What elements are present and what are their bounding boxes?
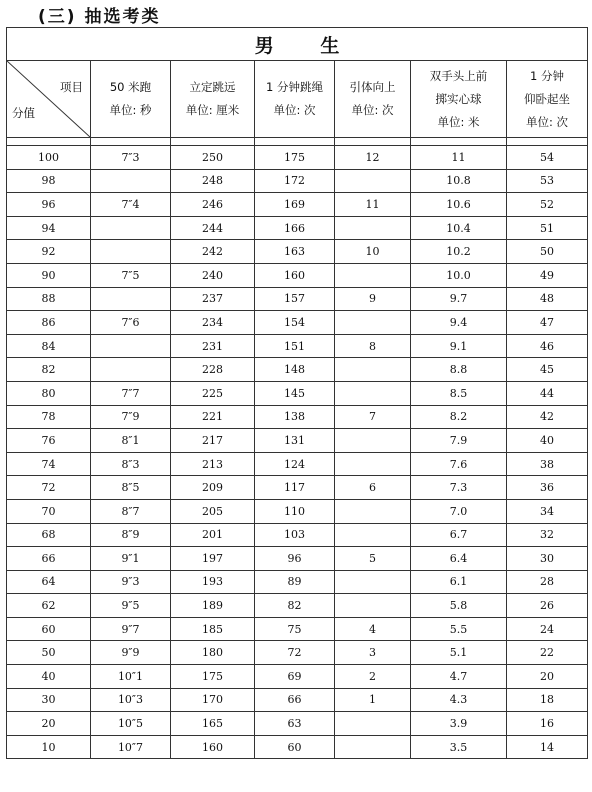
cell-ball-throw: 6.1 [411, 570, 507, 594]
cell-score: 100 [7, 146, 91, 170]
cell-sit-ups: 45 [507, 358, 588, 382]
table-row [7, 499, 588, 523]
cell-sit-ups: 50 [507, 240, 588, 264]
cell-score: 98 [7, 169, 91, 193]
cell-pull-ups [335, 499, 411, 523]
cell-score: 72 [7, 476, 91, 500]
cell-score: 50 [7, 641, 91, 665]
cell-score: 86 [7, 311, 91, 335]
header-line: 立定跳远 [189, 80, 236, 94]
cell-rope-skip: 110 [255, 499, 335, 523]
cell-score: 70 [7, 499, 91, 523]
header-line: 单位: 次 [273, 103, 316, 117]
cell-run-50m: 8″7 [91, 499, 171, 523]
cell-rope-skip: 166 [255, 216, 335, 240]
cell-score: 74 [7, 452, 91, 476]
cell-pull-ups [335, 381, 411, 405]
cell-rope-skip: 103 [255, 523, 335, 547]
cell-ball-throw: 8.5 [411, 381, 507, 405]
cell-run-50m: 7″6 [91, 311, 171, 335]
cell-ball-throw: 9.7 [411, 287, 507, 311]
cell-score: 82 [7, 358, 91, 382]
cell-sit-ups: 52 [507, 193, 588, 217]
cell-ball-throw: 8.2 [411, 405, 507, 429]
cell-run-50m: 10″5 [91, 712, 171, 736]
cell-score: 20 [7, 712, 91, 736]
cell-long-jump: 240 [171, 263, 255, 287]
header-line: 单位: 米 [437, 114, 480, 129]
cell-sit-ups: 22 [507, 641, 588, 665]
table-row [7, 476, 588, 500]
cell-ball-throw: 10.6 [411, 193, 507, 217]
cell-pull-ups [335, 216, 411, 240]
cell-ball-throw: 10.2 [411, 240, 507, 264]
cell-long-jump: 221 [171, 405, 255, 429]
table-row [7, 169, 588, 193]
cell-rope-skip: 157 [255, 287, 335, 311]
cell-pull-ups [335, 263, 411, 287]
header-line: 50 米跑 [109, 80, 152, 94]
cell-rope-skip: 60 [255, 735, 335, 759]
cell-pull-ups: 11 [335, 193, 411, 217]
cell-long-jump: 217 [171, 429, 255, 453]
cell-ball-throw: 3.9 [411, 712, 507, 736]
cell-score: 78 [7, 405, 91, 429]
header-line: 仰卧起坐 [524, 91, 571, 106]
cell-rope-skip: 63 [255, 712, 335, 736]
header-line: 掷实心球 [435, 91, 482, 106]
cell-ball-throw: 7.6 [411, 452, 507, 476]
cell-run-50m [91, 287, 171, 311]
cell-score: 88 [7, 287, 91, 311]
cell-rope-skip: 72 [255, 641, 335, 665]
cell-rope-skip: 148 [255, 358, 335, 382]
table-row [7, 523, 588, 547]
cell-rope-skip: 117 [255, 476, 335, 500]
cell-sit-ups: 48 [507, 287, 588, 311]
group-title-row [7, 28, 588, 61]
cell-rope-skip: 124 [255, 452, 335, 476]
cell-ball-throw: 9.4 [411, 311, 507, 335]
cell-score: 64 [7, 570, 91, 594]
cell-pull-ups: 7 [335, 405, 411, 429]
cell-sit-ups: 54 [507, 146, 588, 170]
corner-project-label: 项目 [60, 80, 83, 94]
cell-sit-ups: 28 [507, 570, 588, 594]
section-title: (三) 抽选考类 [38, 7, 161, 27]
cell-sit-ups: 40 [507, 429, 588, 453]
cell-run-50m: 7″3 [91, 146, 171, 170]
table-body [7, 146, 588, 759]
cell-run-50m: 10″7 [91, 735, 171, 759]
diagonal-line [7, 61, 90, 137]
cell-ball-throw: 7.3 [411, 476, 507, 500]
cell-score: 96 [7, 193, 91, 217]
cell-long-jump: 250 [171, 146, 255, 170]
cell-sit-ups: 32 [507, 523, 588, 547]
cell-ball-throw: 7.0 [411, 499, 507, 523]
table-row [7, 688, 588, 712]
cell-sit-ups: 14 [507, 735, 588, 759]
cell-long-jump: 225 [171, 381, 255, 405]
header-line: 单位: 次 [526, 114, 569, 129]
cell-sit-ups: 30 [507, 547, 588, 571]
table-row [7, 358, 588, 382]
cell-pull-ups: 4 [335, 617, 411, 641]
cell-sit-ups: 53 [507, 169, 588, 193]
cell-rope-skip: 154 [255, 311, 335, 335]
cell-rope-skip: 175 [255, 146, 335, 170]
header-line: 引体向上 [349, 80, 396, 94]
cell-pull-ups [335, 735, 411, 759]
cell-ball-throw: 4.7 [411, 665, 507, 689]
cell-score: 76 [7, 429, 91, 453]
cell-sit-ups: 26 [507, 594, 588, 618]
col-header-sit-ups [507, 61, 588, 138]
cell-ball-throw: 8.8 [411, 358, 507, 382]
cell-long-jump: 197 [171, 547, 255, 571]
cell-ball-throw: 11 [411, 146, 507, 170]
cell-rope-skip: 75 [255, 617, 335, 641]
cell-long-jump: 170 [171, 688, 255, 712]
table-row [7, 381, 588, 405]
cell-score: 40 [7, 665, 91, 689]
cell-run-50m: 8″5 [91, 476, 171, 500]
table-row [7, 641, 588, 665]
cell-rope-skip: 138 [255, 405, 335, 429]
cell-score: 66 [7, 547, 91, 571]
cell-pull-ups [335, 594, 411, 618]
cell-run-50m: 7″4 [91, 193, 171, 217]
cell-ball-throw: 9.1 [411, 334, 507, 358]
cell-long-jump: 244 [171, 216, 255, 240]
cell-long-jump: 237 [171, 287, 255, 311]
cell-rope-skip: 172 [255, 169, 335, 193]
cell-long-jump: 185 [171, 617, 255, 641]
col-header-standing-long-jump [171, 61, 255, 138]
table-row [7, 240, 588, 264]
table-row [7, 429, 588, 453]
cell-run-50m: 9″5 [91, 594, 171, 618]
col-header-50m-run [91, 61, 171, 138]
cell-run-50m: 8″9 [91, 523, 171, 547]
cell-long-jump: 165 [171, 712, 255, 736]
cell-pull-ups [335, 358, 411, 382]
cell-sit-ups: 20 [507, 665, 588, 689]
cell-long-jump: 193 [171, 570, 255, 594]
scoring-table [6, 27, 588, 759]
cell-pull-ups: 10 [335, 240, 411, 264]
cell-run-50m [91, 216, 171, 240]
cell-sit-ups: 16 [507, 712, 588, 736]
cell-rope-skip: 82 [255, 594, 335, 618]
cell-ball-throw: 3.5 [411, 735, 507, 759]
cell-long-jump: 228 [171, 358, 255, 382]
header-line: 单位: 次 [351, 103, 394, 117]
header-line: 1 分钟 [530, 68, 565, 83]
cell-sit-ups: 51 [507, 216, 588, 240]
cell-rope-skip: 69 [255, 665, 335, 689]
col-header-rope-skipping [255, 61, 335, 138]
cell-score: 10 [7, 735, 91, 759]
cell-run-50m [91, 240, 171, 264]
cell-rope-skip: 145 [255, 381, 335, 405]
cell-ball-throw: 10.0 [411, 263, 507, 287]
cell-score: 84 [7, 334, 91, 358]
cell-score: 30 [7, 688, 91, 712]
table-row [7, 594, 588, 618]
cell-pull-ups: 12 [335, 146, 411, 170]
cell-pull-ups: 9 [335, 287, 411, 311]
cell-sit-ups: 42 [507, 405, 588, 429]
cell-sit-ups: 18 [507, 688, 588, 712]
table-row [7, 735, 588, 759]
cell-pull-ups [335, 169, 411, 193]
cell-ball-throw: 10.8 [411, 169, 507, 193]
cell-pull-ups: 1 [335, 688, 411, 712]
cell-rope-skip: 66 [255, 688, 335, 712]
cell-sit-ups: 34 [507, 499, 588, 523]
header-line: 双手头上前 [429, 68, 488, 83]
table-row [7, 146, 588, 170]
cell-rope-skip: 169 [255, 193, 335, 217]
header-row [7, 61, 588, 138]
cell-score: 90 [7, 263, 91, 287]
cell-ball-throw: 7.9 [411, 429, 507, 453]
cell-pull-ups [335, 712, 411, 736]
cell-score: 60 [7, 617, 91, 641]
cell-run-50m: 8″3 [91, 452, 171, 476]
cell-run-50m: 7″9 [91, 405, 171, 429]
cell-long-jump: 205 [171, 499, 255, 523]
cell-long-jump: 246 [171, 193, 255, 217]
cell-pull-ups [335, 452, 411, 476]
cell-pull-ups [335, 429, 411, 453]
table-row [7, 547, 588, 571]
col-header-medicine-ball-throw [411, 61, 507, 138]
header-line: 1 分钟跳绳 [266, 80, 323, 94]
cell-long-jump: 242 [171, 240, 255, 264]
cell-rope-skip: 163 [255, 240, 335, 264]
cell-pull-ups [335, 523, 411, 547]
cell-sit-ups: 36 [507, 476, 588, 500]
table-row [7, 712, 588, 736]
col-header-pull-ups [335, 61, 411, 138]
cell-pull-ups [335, 311, 411, 335]
cell-sit-ups: 38 [507, 452, 588, 476]
cell-long-jump: 189 [171, 594, 255, 618]
cell-long-jump: 231 [171, 334, 255, 358]
table-row [7, 405, 588, 429]
cell-rope-skip: 89 [255, 570, 335, 594]
table-row [7, 216, 588, 240]
cell-pull-ups [335, 570, 411, 594]
cell-run-50m: 10″1 [91, 665, 171, 689]
cell-score: 94 [7, 216, 91, 240]
table-row [7, 665, 588, 689]
header-line: 单位: 厘米 [185, 103, 240, 117]
table-row [7, 287, 588, 311]
cell-ball-throw: 6.4 [411, 547, 507, 571]
cell-run-50m: 8″1 [91, 429, 171, 453]
cell-long-jump: 180 [171, 641, 255, 665]
cell-pull-ups: 2 [335, 665, 411, 689]
cell-score: 62 [7, 594, 91, 618]
cell-run-50m [91, 358, 171, 382]
cell-score: 68 [7, 523, 91, 547]
cell-pull-ups: 6 [335, 476, 411, 500]
cell-sit-ups: 49 [507, 263, 588, 287]
cell-run-50m: 9″3 [91, 570, 171, 594]
cell-long-jump: 209 [171, 476, 255, 500]
cell-long-jump: 175 [171, 665, 255, 689]
cell-pull-ups: 5 [335, 547, 411, 571]
table-row [7, 193, 588, 217]
header-line: 单位: 秒 [109, 103, 152, 117]
cell-run-50m: 7″7 [91, 381, 171, 405]
table-row [7, 311, 588, 335]
cell-ball-throw: 5.5 [411, 617, 507, 641]
spacer-row [7, 138, 588, 146]
cell-sit-ups: 44 [507, 381, 588, 405]
table-row [7, 617, 588, 641]
cell-rope-skip: 96 [255, 547, 335, 571]
cell-sit-ups: 46 [507, 334, 588, 358]
cell-long-jump: 248 [171, 169, 255, 193]
cell-long-jump: 234 [171, 311, 255, 335]
cell-ball-throw: 5.8 [411, 594, 507, 618]
cell-rope-skip: 131 [255, 429, 335, 453]
table-row [7, 452, 588, 476]
cell-run-50m: 9″7 [91, 617, 171, 641]
group-title: 男 生 [7, 28, 588, 61]
cell-run-50m [91, 169, 171, 193]
cell-score: 92 [7, 240, 91, 264]
cell-run-50m: 10″3 [91, 688, 171, 712]
cell-sit-ups: 47 [507, 311, 588, 335]
corner-cell [7, 61, 91, 138]
cell-sit-ups: 24 [507, 617, 588, 641]
cell-ball-throw: 4.3 [411, 688, 507, 712]
cell-run-50m: 9″1 [91, 547, 171, 571]
cell-run-50m [91, 334, 171, 358]
corner-score-label: 分值 [12, 106, 35, 120]
cell-pull-ups: 8 [335, 334, 411, 358]
cell-rope-skip: 160 [255, 263, 335, 287]
cell-run-50m: 9″9 [91, 641, 171, 665]
cell-ball-throw: 5.1 [411, 641, 507, 665]
cell-long-jump: 201 [171, 523, 255, 547]
table-row [7, 334, 588, 358]
cell-run-50m: 7″5 [91, 263, 171, 287]
table-row [7, 263, 588, 287]
cell-pull-ups: 3 [335, 641, 411, 665]
cell-long-jump: 213 [171, 452, 255, 476]
cell-score: 80 [7, 381, 91, 405]
cell-rope-skip: 151 [255, 334, 335, 358]
cell-ball-throw: 6.7 [411, 523, 507, 547]
cell-ball-throw: 10.4 [411, 216, 507, 240]
cell-long-jump: 160 [171, 735, 255, 759]
table-row [7, 570, 588, 594]
